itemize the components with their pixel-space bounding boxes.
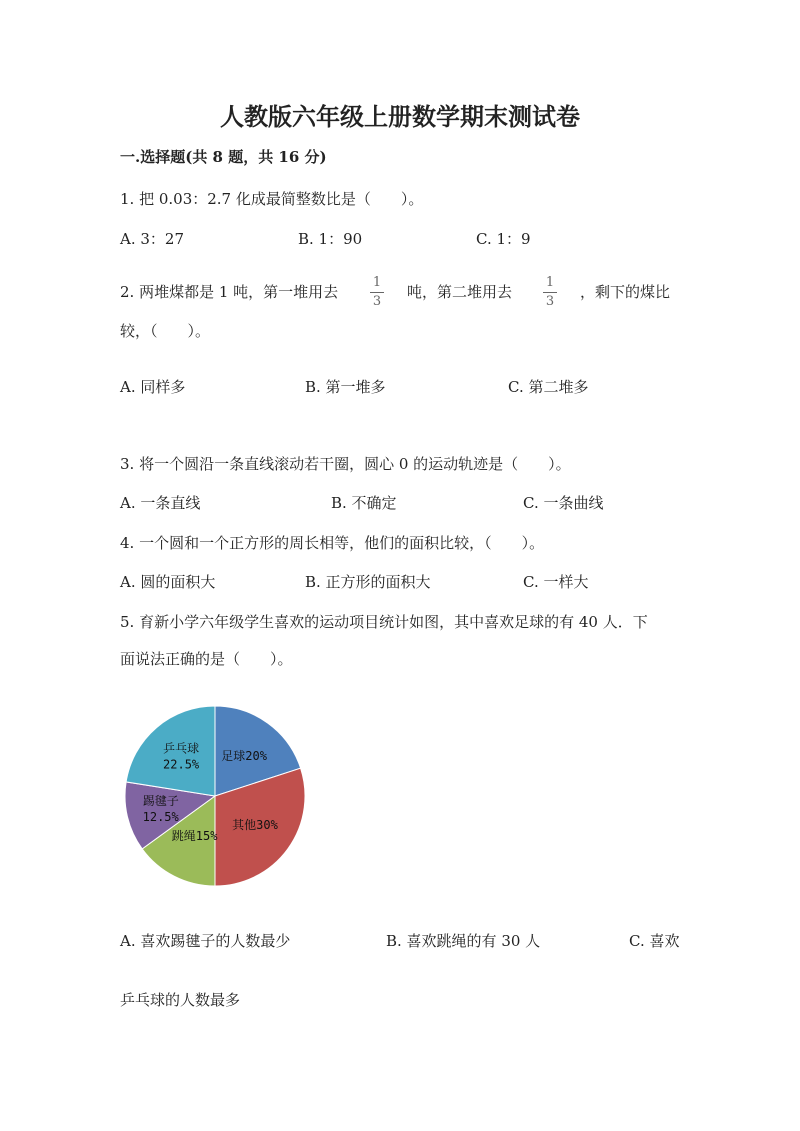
fraction-denominator: 3 xyxy=(372,294,382,309)
pie-slice-label: 乒乓球 22.5% xyxy=(163,741,200,772)
section-heading: 一.选择题(共 8 题，共 16 分) xyxy=(120,148,327,166)
q3-option-b: B. 不确定 xyxy=(331,494,397,512)
pie-slice-label: 踢毽子 12.5% xyxy=(142,794,179,824)
fraction-numerator: 1 xyxy=(372,275,382,290)
q3-option-c: C. 一条曲线 xyxy=(523,494,604,512)
q4-option-a: A. 圆的面积大 xyxy=(120,573,216,591)
question-5-line2: 面说法正确的是（ ）。 xyxy=(120,650,293,668)
q1-option-c: C. 1：9 xyxy=(476,230,531,248)
fraction-one-third-1 xyxy=(370,276,384,309)
question-1: 1. 把 0.03：2.7 化成最简整数比是（ ）。 xyxy=(120,190,424,208)
q4-option-b: B. 正方形的面积大 xyxy=(305,573,431,591)
q1-option-a: A. 3：27 xyxy=(120,230,184,248)
question-2-part1: 2. 两堆煤都是 1 吨，第一堆用去 xyxy=(120,283,339,301)
fraction-one-third-2 xyxy=(543,276,557,309)
q5-option-c: C. 喜欢 xyxy=(629,932,680,950)
question-3: 3. 将一个圆沿一条直线滚动若干圈，圆心 0 的运动轨迹是（ ）。 xyxy=(120,455,571,473)
q2-option-c: C. 第二堆多 xyxy=(508,378,589,396)
pie-chart xyxy=(110,700,320,895)
q2-option-a: A. 同样多 xyxy=(120,378,186,396)
q1-option-b: B. 1：90 xyxy=(298,230,363,248)
question-2-part3: ，剩下的煤比 xyxy=(580,283,671,301)
question-2-part2: 吨，第二堆用去 xyxy=(407,283,513,301)
q5-option-a: A. 喜欢踢毽子的人数最少 xyxy=(120,932,291,950)
q2-option-b: B. 第一堆多 xyxy=(305,378,386,396)
fraction-denominator: 3 xyxy=(545,294,555,309)
pie-slice-label: 足球20% xyxy=(221,749,267,763)
pie-slice-label: 其他30% xyxy=(232,818,278,833)
question-5-line1: 5. 育新小学六年级学生喜欢的运动项目统计如图，其中喜欢足球的有 40 人．下 xyxy=(120,613,648,631)
page-title: 人教版六年级上册数学期末测试卷 xyxy=(220,102,580,131)
q4-option-c: C. 一样大 xyxy=(523,573,589,591)
q5-option-c-continued: 乒乓球的人数最多 xyxy=(120,991,241,1009)
pie-slice-label: 跳绳15% xyxy=(171,829,218,844)
question-2-line2: 较，（ ）。 xyxy=(120,322,211,340)
q3-option-a: A. 一条直线 xyxy=(120,494,201,512)
question-4: 4. 一个圆和一个正方形的周长相等，他们的面积比较，（ ）。 xyxy=(120,534,545,552)
fraction-numerator: 1 xyxy=(545,275,555,290)
q5-option-b: B. 喜欢跳绳的有 30 人 xyxy=(386,932,541,950)
